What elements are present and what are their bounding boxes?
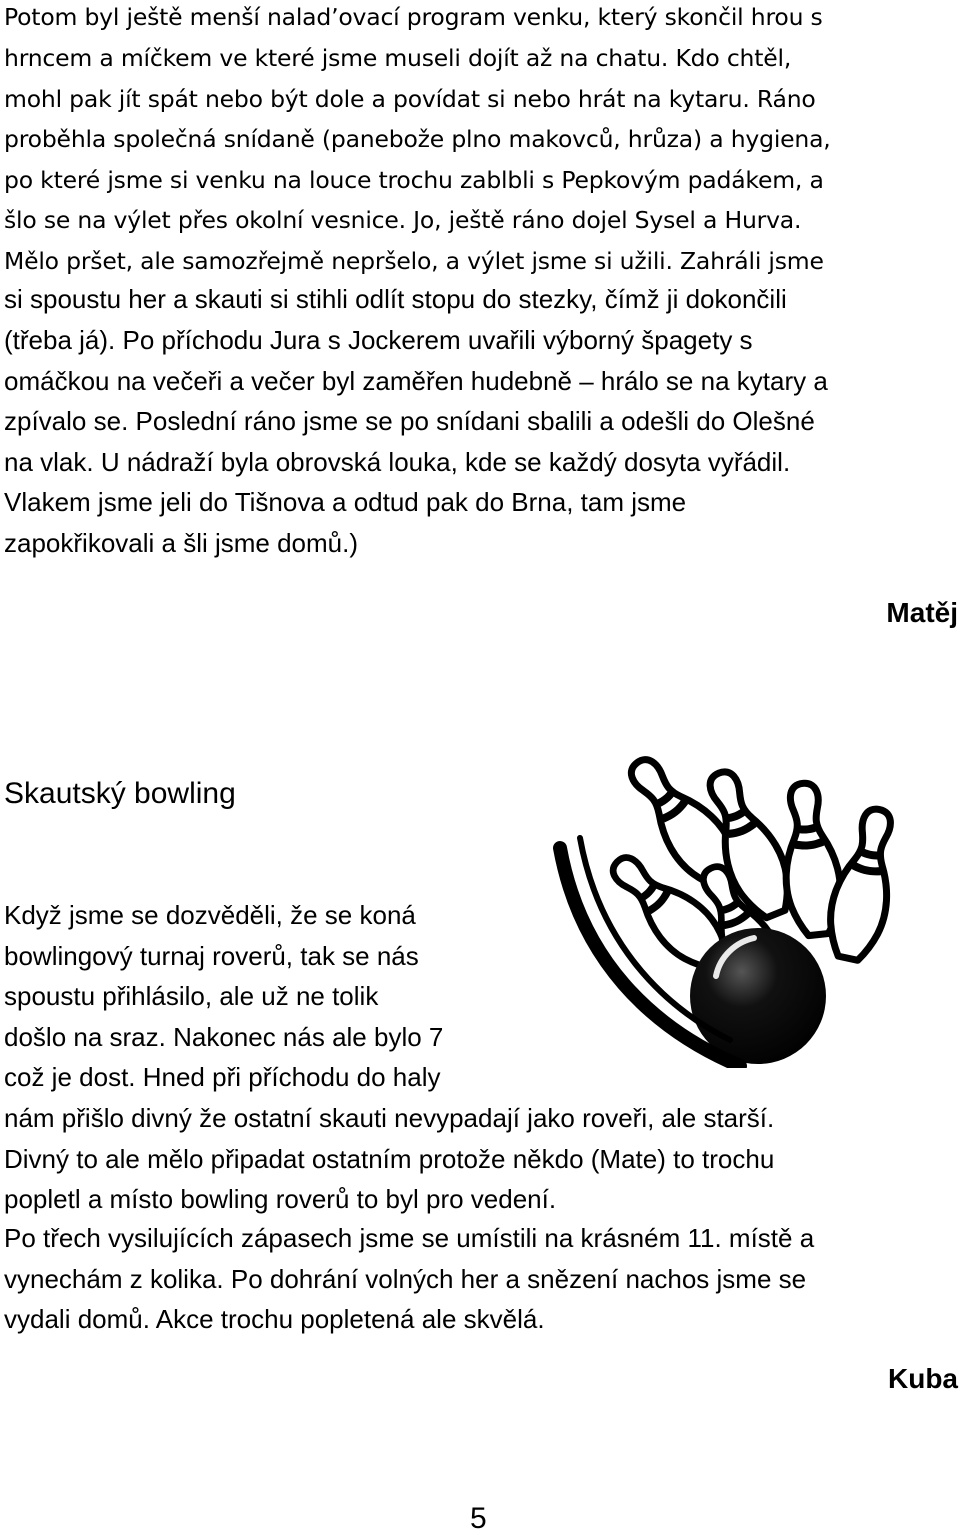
article-2-line: vydali domů. Akce trochu popletená ale skvělá. [4,1304,545,1334]
article-1-line: zapokřikovali a šli jsme domů.) [4,528,359,558]
article-1-line: Vlakem jsme jeli do Tišnova a odtud pak do Brna, tam jsme [4,487,687,517]
article-2-line: Po třech vysilujících zápasech jsme se umístili na krásném 11. místě a [4,1223,815,1253]
article-2-line: spoustu přihlásilo, ale už ne tolik [4,981,379,1011]
article-1-line: (třeba já). Po příchodu Jura s Jockerem uvařili výborný špagety s [4,325,753,355]
article-1-line: si spoustu her a skauti si stihli odlít stopu do stezky, čímž ji dokončili [4,284,787,314]
article-2-line: Divný to ale mělo připadat ostatním protože někdo (Mate) to trochu [4,1144,775,1174]
article-1-line: na vlak. U nádraží byla obrovská louka, kde se každý dosyta vyřádil. [4,447,791,477]
article-2-title: Skautský bowling [4,777,236,810]
article-1-line: zpívalo se. Poslední ráno jsme se po snídani sbalili a odešli do Olešné [4,406,815,436]
article-2-line: došlo na sraz. Nakonec nás ale bylo 7 [4,1022,444,1052]
bowling-pins-and-ball-icon [540,728,960,1068]
article-1-line: hrncem a míčkem ve které jsme museli dojít až na chatu. Kdo chtěl, [4,44,792,72]
article-1-line: omáčkou na večeři a večer byl zaměřen hudebně – hrálo se na kytary a [4,366,828,396]
article-1-line: po které jsme si venku na louce trochu zablbli s Pepkovým padákem, a [4,166,824,194]
page-number: 5 [470,1502,487,1535]
article-2-line: popletl a místo bowling roverů to byl pro vedení. [4,1184,557,1214]
article-2-line: bowlingový turnaj roverů, tak se nás [4,941,419,971]
article-1-line: proběhla společná snídaně (panebože plno makovců, hrůza) a hygiena, [4,125,831,153]
article-2-line: nám přišlo divný že ostatní skauti nevypadají jako roveři, ale starší. [4,1103,775,1133]
article-2-signature: Kuba [888,1363,958,1394]
article-2-line: vynechám z kolika. Po dohrání volných her a snězení nachos jsme se [4,1264,807,1294]
article-1-signature: Matěj [886,597,958,628]
article-2-line: Když jsme se dozvěděli, že se koná [4,900,416,930]
article-1-line: šlo se na výlet přes okolní vesnice. Jo, ještě ráno dojel Sysel a Hurva. [4,206,802,234]
article-1-line: mohl pak jít spát nebo být dole a povídat si nebo hrát na kytaru. Ráno [4,85,816,113]
article-1-line: Mělo pršet, ale samozřejmě nepršelo, a výlet jsme si užili. Zahráli jsme [4,247,824,275]
article-2-line: což je dost. Hned při příchodu do haly [4,1062,441,1092]
article-1-line: Potom byl ještě menší naladʼovací program venku, který skončil hrou s [4,3,823,31]
